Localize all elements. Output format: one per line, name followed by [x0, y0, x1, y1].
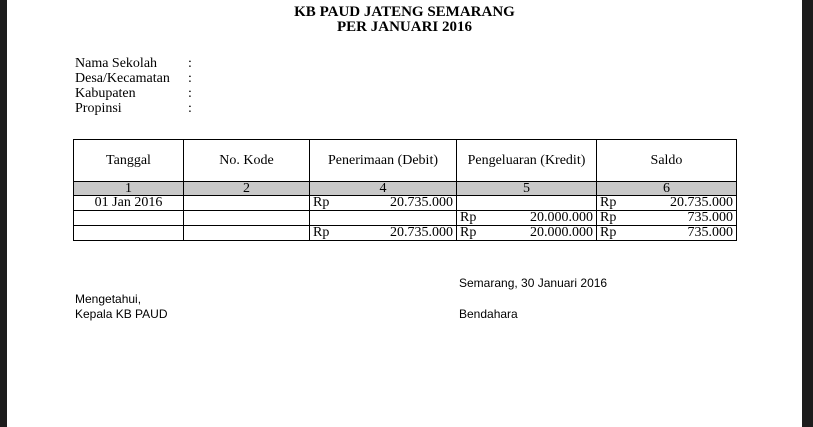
- info-row-village: [75, 71, 192, 86]
- currency: Rp: [600, 210, 617, 225]
- row-debit: [310, 211, 457, 226]
- ledger-table: [73, 139, 737, 241]
- right-margin: [802, 0, 813, 427]
- place-date: Semarang, 30 Januari 2016: [459, 276, 608, 290]
- info-label: Nama Sekolah: [75, 56, 158, 71]
- info-sep: :: [188, 86, 192, 101]
- amount: 735.000: [687, 210, 733, 225]
- row-code: [184, 196, 310, 211]
- report-period: PER JANUARI 2016: [337, 19, 472, 35]
- header-code: No. Kode: [184, 140, 310, 182]
- table-header-row: [74, 140, 737, 182]
- row-date: 01 Jan 2016: [74, 196, 184, 211]
- row-code: [184, 226, 310, 241]
- currency: Rp: [313, 225, 330, 240]
- currency: Rp: [313, 195, 330, 210]
- row-date: [74, 211, 184, 226]
- currency: Rp: [600, 225, 617, 240]
- header-debit: Penerimaan (Debit): [310, 140, 457, 182]
- info-row-school: [75, 56, 192, 71]
- currency: Rp: [600, 195, 617, 210]
- table-row: [74, 211, 737, 226]
- row-balance: [597, 196, 737, 211]
- amount: 20.735.000: [670, 195, 733, 210]
- amount: 20.735.000: [390, 225, 453, 240]
- acknowledged-label: Mengetahui,: [75, 292, 142, 306]
- col-number: 5: [457, 182, 597, 196]
- left-margin: [0, 0, 7, 427]
- row-credit: [457, 226, 597, 241]
- row-date: [74, 226, 184, 241]
- currency: Rp: [460, 225, 477, 240]
- amount: 735.000: [687, 225, 733, 240]
- amount: 20.000.000: [530, 210, 593, 225]
- col-number: 1: [74, 182, 184, 196]
- info-sep: :: [188, 101, 192, 116]
- column-number-row: [74, 182, 737, 196]
- info-sep: :: [188, 71, 192, 86]
- row-balance: [597, 211, 737, 226]
- header-credit: Pengeluaran (Kredit): [457, 140, 597, 182]
- table-row-total: [74, 226, 737, 241]
- info-sep: :: [188, 56, 192, 71]
- amount: 20.735.000: [390, 195, 453, 210]
- document-page: [7, 0, 802, 427]
- col-number: 2: [184, 182, 310, 196]
- info-label: Propinsi: [75, 101, 122, 116]
- table-row: [74, 196, 737, 211]
- treasurer-label: Bendahara: [459, 307, 518, 321]
- row-code: [184, 211, 310, 226]
- header-date: Tanggal: [74, 140, 184, 182]
- row-debit: [310, 226, 457, 241]
- info-row-province: [75, 101, 192, 116]
- col-number: 4: [310, 182, 457, 196]
- row-debit: [310, 196, 457, 211]
- amount: 20.000.000: [530, 225, 593, 240]
- head-title: Kepala KB PAUD: [75, 307, 168, 321]
- info-label: Desa/Kecamatan: [75, 71, 170, 86]
- report-title: KB PAUD JATENG SEMARANG: [294, 4, 515, 20]
- row-credit: [457, 196, 597, 211]
- school-info: [75, 56, 192, 116]
- col-number: 6: [597, 182, 737, 196]
- row-balance: [597, 226, 737, 241]
- row-credit: [457, 211, 597, 226]
- currency: Rp: [460, 210, 477, 225]
- header-balance: Saldo: [597, 140, 737, 182]
- info-label: Kabupaten: [75, 86, 136, 101]
- info-row-regency: [75, 86, 192, 101]
